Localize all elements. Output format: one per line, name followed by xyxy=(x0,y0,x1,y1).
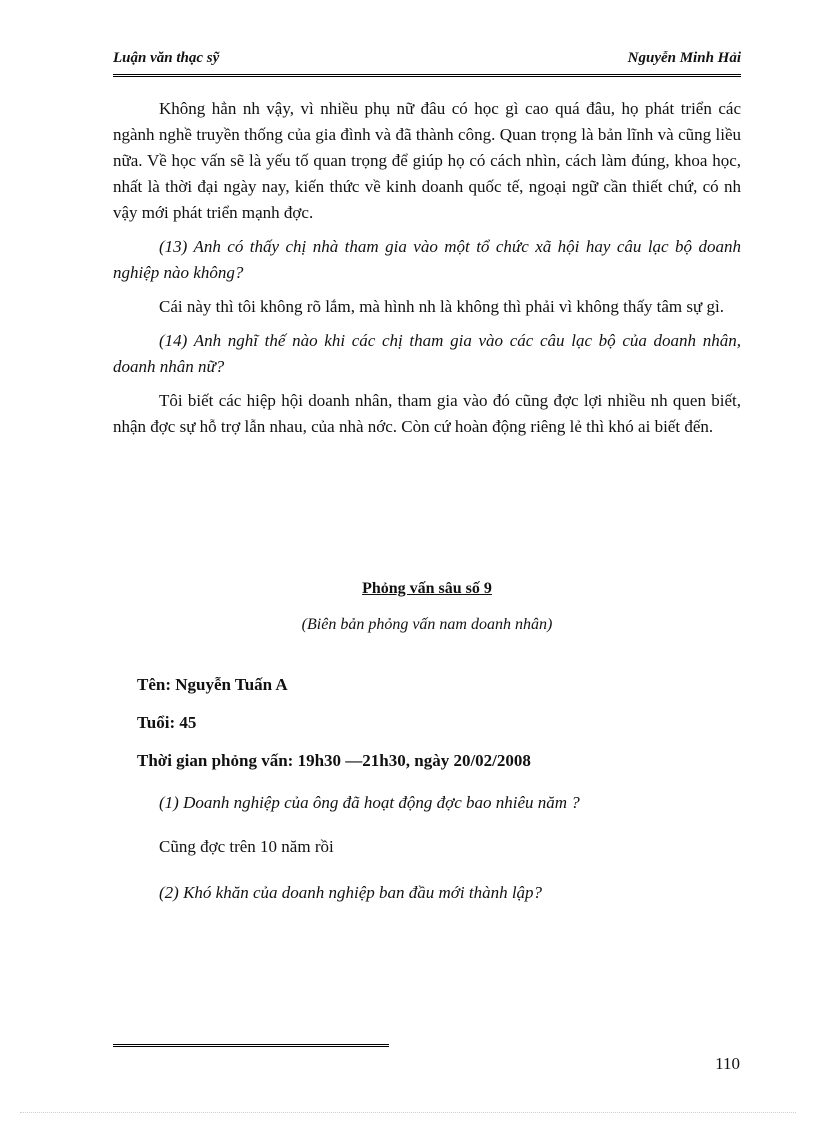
interviewee-age: Tuổi: 45 xyxy=(137,713,197,732)
question-13: (13) Anh có thấy chị nhà tham gia vào một tổ chức xã hội hay câu lạc bộ doanh nghiệp nào không? xyxy=(113,237,741,282)
interviewee-name: Tên: Nguyễn Tuấn A xyxy=(137,675,288,694)
spacer xyxy=(113,448,741,576)
interview-subtitle: (Biên bản phỏng vấn nam doanh nhân) xyxy=(301,616,553,633)
interview-title: Phỏng vấn sâu số 9 xyxy=(362,580,492,597)
question-1: (1) Doanh nghiệp của ông đã hoạt động đợc bao nhiêu năm ? xyxy=(159,793,580,812)
answer-paragraph: Không hẳn nh vậy, vì nhiều phụ nữ đâu có học gì cao quá đâu, họ phát triển các ngành nghề truyền thống của gia đình và đã thành công. Quan trọng là bản lĩnh và cũng liều nữa. Về học vấn sẽ là yếu tố quan trọng để giúp họ có cách nhìn, cách làm đúng, khoa học, nhất là thời đại ngày nay, kiến thức về kinh doanh quốc tế, ngoại ngữ cần thiết chứ, có nh vậy mới phát triển mạnh đợc. xyxy=(113,99,741,222)
page-edge-dots xyxy=(20,1112,796,1113)
answer-1: Cũng đợc trên 10 năm rồi xyxy=(159,837,334,856)
page-content xyxy=(113,96,741,924)
page-header xyxy=(113,48,741,72)
header-author-name: Nguyễn Minh Hải xyxy=(627,50,741,66)
header-rule xyxy=(113,74,741,77)
page-number: 110 xyxy=(715,1054,740,1073)
header-thesis-label: Luận văn thạc sỹ xyxy=(113,50,220,66)
interview-time: Thời gian phỏng vấn: 19h30 —21h30, ngày 20/02/2008 xyxy=(137,751,531,770)
answer-14: Tôi biết các hiệp hội doanh nhân, tham gia vào đó cũng đợc lợi nhiều nh quen biết, nhận đợc sự hỗ trợ lẫn nhau, của nhà nớc. Còn cứ hoàn động riêng lẻ thì khó ai biết đến. xyxy=(113,391,741,436)
question-14: (14) Anh nghĩ thế nào khi các chị tham gia vào các câu lạc bộ của doanh nhân, doanh nhân nữ? xyxy=(113,331,741,376)
footer-rule xyxy=(113,1044,389,1047)
question-2: (2) Khó khăn của doanh nghiệp ban đầu mới thành lập? xyxy=(159,883,543,902)
answer-13: Cái này thì tôi không rõ lắm, mà hình nh là không thì phải vì không thấy tâm sự gì. xyxy=(159,297,724,316)
